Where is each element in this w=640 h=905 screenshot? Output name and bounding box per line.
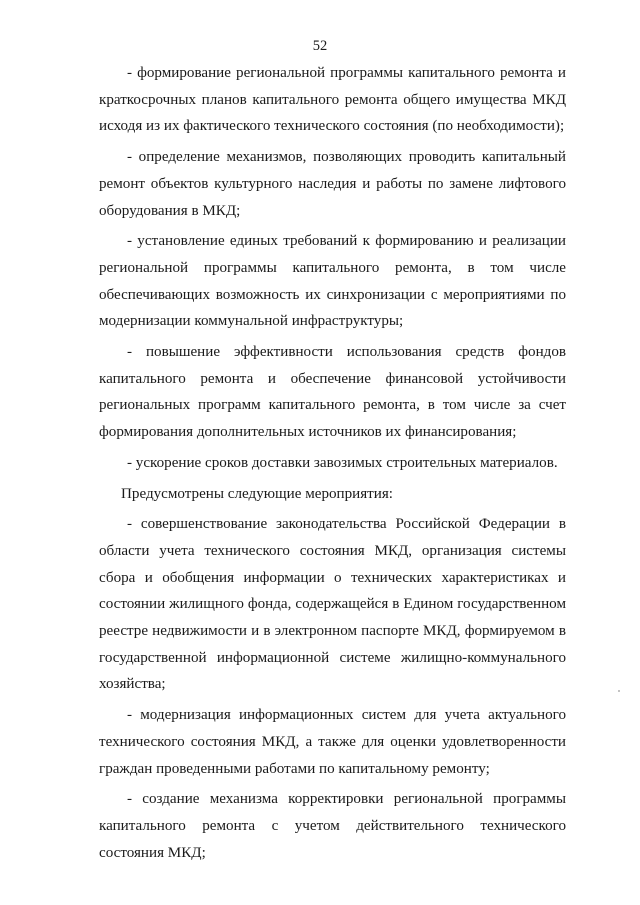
paragraph-6: Предусмотрены следующие мероприятия:: [121, 485, 393, 502]
paragraph-5: - ускорение сроков доставки завозимых строительных материалов.: [127, 454, 558, 471]
paragraph-2: - определение механизмов, позволяющих проводить капитальный ремонт объектов культурного наследия и работы по замене лифтового оборудования в МКД;: [99, 149, 566, 219]
paragraph-7: - совершенствование законодательства Российской Федерации в области учета технического состояния МКД, организация системы сбора и обобщения информации о технических характеристиках и состоянии жилищного фонда, содержащейся в Едином государственном реестре недвижимости и в электронном паспорте МКД, формируемом в государственной информационной системе жилищно-коммунального хозяйства;: [99, 516, 566, 693]
paragraph-3: - установление единых требований к формированию и реализации региональной программы капитального ремонта, в том числе обеспечивающих возможность их синхронизации с мероприятиями по модернизации коммунальной инфраструктуры;: [99, 233, 566, 330]
paragraph-9: - создание механизма корректировки региональной программы капитального ремонта с учетом действительного технического состояния МКД;: [99, 791, 566, 861]
paragraph-4: - повышение эффективности использования средств фондов капитального ремонта и обеспечение финансовой устойчивости региональных программ капитального ремонта, в том числе за счет формирования дополнительных источников их финансирования;: [99, 344, 566, 441]
page-number: 52: [312, 38, 328, 54]
paragraph-8: - модернизация информационных систем для учета актуального технического состояния МКД, а также для оценки удовлетворенности граждан проведенными работами по капитальному ремонту;: [99, 707, 566, 777]
scan-speck: [618, 690, 620, 692]
paragraph-1: - формирование региональной программы капитального ремонта и краткосрочных планов капитального ремонта общего имущества МКД исходя из их фактического технического состояния (по необходимости);: [99, 65, 566, 135]
document-body: [99, 60, 566, 866]
